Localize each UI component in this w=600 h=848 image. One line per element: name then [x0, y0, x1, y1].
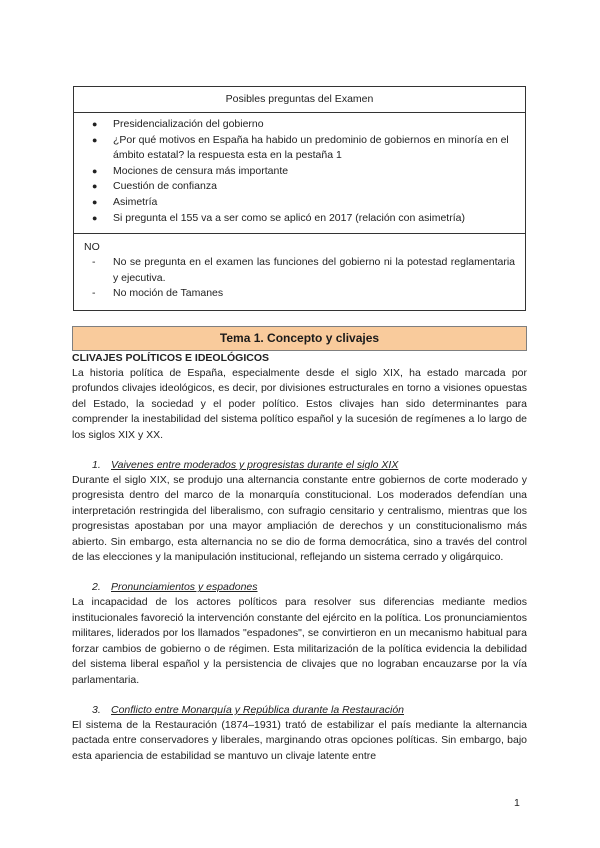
- bullet-icon: ●: [92, 181, 98, 192]
- subsection-number: 3.: [92, 703, 101, 716]
- exam-question-item: [84, 133, 515, 164]
- subsection-heading: [72, 580, 527, 595]
- exam-question-item: [84, 211, 515, 227]
- subsection-heading: [72, 458, 527, 473]
- exam-question-text: Presidencialización del gobierno: [113, 118, 264, 130]
- subsection-title: Pronunciamientos y espadones: [111, 581, 258, 594]
- subsection-number: 1.: [92, 459, 101, 472]
- dash-marker: -: [92, 256, 96, 269]
- exam-question-text: Asimetría: [113, 195, 158, 208]
- bullet-icon: ●: [92, 196, 98, 207]
- intro-paragraph: La historia política de España, especialmente desde el siglo XIX, ha estado marcada por profundos clivajes ideológicos, es decir, por divisiones estructurales en torno a visiones opuestas del Estado, la sociedad y el poder político. Estos clivajes han sido determinantes para comprender la inestabilidad del sistema político español y la sucesión de regímenes a lo largo de los siglos XIX y XX.: [72, 367, 527, 441]
- exam-question-item: [84, 179, 515, 195]
- section-title: CLIVAJES POLÍTICOS E IDEOLÓGICOS: [72, 352, 269, 364]
- exam-question-item: [84, 164, 515, 180]
- subsection-paragraph: El sistema de la Restauración (1874–1931) trató de estabilizar el país mediante la alternancia pactada entre conservadores y liberales, marginando otras opciones políticas. Sin embargo, bajo esta apariencia de estabilidad se mantuvo un clivaje latente entre: [72, 718, 527, 762]
- exam-question-text: Si pregunta el 155 va a ser como se aplicó en 2017 (relación con asimetría): [113, 211, 465, 224]
- tema-heading: Tema 1. Concepto y clivajes: [72, 326, 527, 351]
- exam-question-text: ¿Por qué motivos en España ha habido un predominio de gobiernos en minoría en el ámbito estatal? la respuesta esta en la pestaña 1: [113, 133, 509, 162]
- exclusions-title: NO: [84, 241, 100, 254]
- exam-questions-list: [74, 113, 525, 234]
- exclusion-text: No moción de Tamanes: [113, 287, 224, 300]
- bullet-icon: ●: [92, 165, 98, 176]
- subsection-number: 2.: [92, 581, 101, 594]
- page-number: 1: [514, 797, 520, 809]
- exam-questions-box: [73, 86, 526, 311]
- exam-exclusions: [74, 234, 525, 310]
- exclusion-item: [84, 286, 515, 302]
- exam-box-header: Posibles preguntas del Examen: [74, 87, 525, 113]
- exam-question-item: [84, 195, 515, 211]
- exam-question-text: Mociones de censura más importante: [113, 164, 289, 177]
- dash-marker: -: [92, 287, 96, 300]
- exclusion-item: [84, 255, 515, 286]
- subsection-paragraph: La incapacidad de los actores políticos para resolver sus diferencias mediante medios institucionales favoreció la intervención constante del ejército en la política. Los pronunciamientos militares, liderados por los llamados "espadones", se convirtieron en un mecanismo habitual para forzar cambios de gobierno o de régimen. Esta militarización de la política evidencia la debilidad del sistema liberal español y la persistencia de clivajes que no lograban encauzarse por la vía parlamentaria.: [72, 596, 527, 686]
- document-body: [72, 351, 527, 764]
- bullet-icon: ●: [92, 119, 98, 129]
- subsection-heading: [72, 703, 527, 718]
- subsection-title: Vaivenes entre moderados y progresistas durante el siglo XIX: [111, 459, 399, 472]
- bullet-icon: ●: [92, 212, 98, 223]
- subsection-paragraph: Durante el siglo XIX, se produjo una alternancia constante entre gobiernos de corte moderado y progresista dentro del marco de la monarquía constitucional. Los moderados defendían una interpretación restringida del liberalismo, con sufragio censitario y centralismo, mientras que los progresistas apostaban por una mayor ampliación de derechos y un constitucionalismo más abierto. Sin embargo, esta alternancia no se dio de forma democrática, sino a través del control de las elecciones y la manipulación institucional, reflejando un sistema cerrado y oligárquico.: [72, 474, 527, 564]
- subsection-title: Conflicto entre Monarquía y República durante la Restauración: [111, 703, 405, 716]
- exclusion-text: No se pregunta en el examen las funciones del gobierno ni la potestad reglamentaria y ejecutiva.: [113, 256, 515, 284]
- exam-question-item: [84, 117, 515, 133]
- bullet-icon: ●: [92, 134, 98, 145]
- exam-question-text: Cuestión de confianza: [113, 180, 217, 193]
